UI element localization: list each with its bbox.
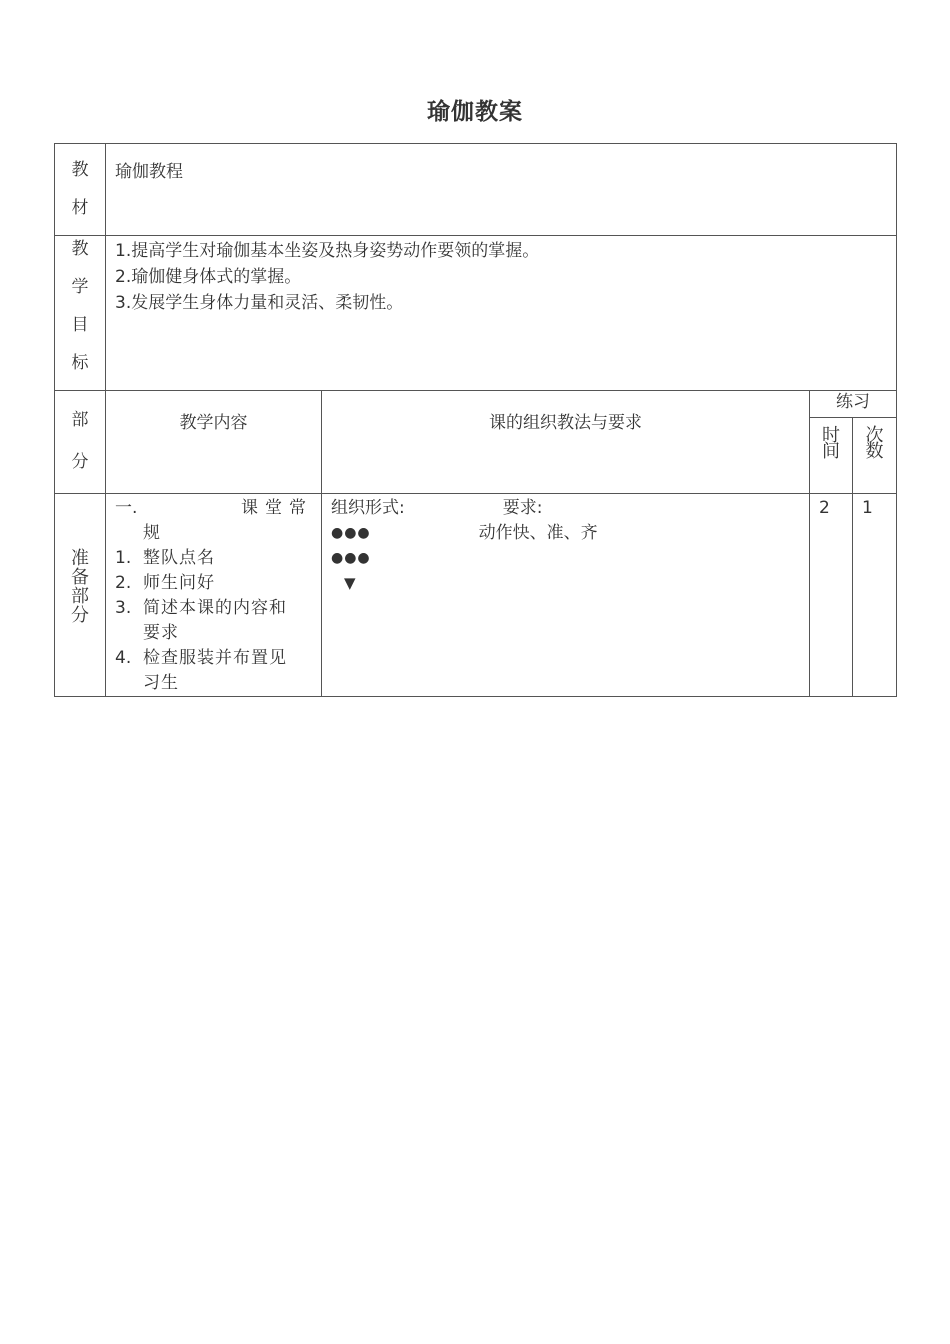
list-item: 3. 简述本课的内容和 [115,598,287,618]
time-header-cell [810,418,853,494]
time-header-char: 间 [822,441,840,463]
material-value: 瑜伽教程 [115,162,183,182]
material-label-char: 材 [71,198,89,218]
list-item-cont: 要求 [143,623,179,643]
objective-item: 2.瑜伽健身体式的掌握。 [115,267,302,287]
objectives-label-cell [55,236,106,391]
routine-title: 课堂常 [241,498,313,518]
objectives-value-cell [106,236,897,391]
content-header: 教学内容 [179,413,248,433]
objectives-row [55,236,897,391]
objective-item: 1.提高学生对瑜伽基本坐姿及热身姿势动作要领的掌握。 [115,241,540,261]
lesson-plan-table [54,143,897,697]
material-label-cell [55,144,106,236]
requirement-label: 要求: [502,498,543,518]
objectives-label-char: 教 [71,239,89,259]
list-item: 4. 检查服装并布置见 [115,648,287,668]
prep-label-char: 部 [71,586,89,607]
list-item: 2. 师生问好 [115,573,215,593]
prep-method-cell [322,494,810,697]
prep-count-cell [853,494,897,697]
practice-header-cell [810,391,897,418]
teacher-marker-icon: ▼ [344,574,356,592]
method-header-cell [322,391,810,494]
material-row [55,144,897,236]
objectives-label-char: 目 [71,315,89,335]
routine-heading [115,496,313,521]
formation-dots-row: ●●● [331,525,371,541]
objective-item: 3.发展学生身体力量和灵活、柔韧性。 [115,293,404,313]
content-header-cell [106,391,322,494]
routine-title-cont: 规 [143,523,160,543]
time-header-char: 时 [822,425,840,447]
requirement-text: 动作快、准、齐 [478,523,598,543]
prep-time-cell [810,494,853,697]
part-header-char: 分 [71,452,89,472]
prep-label-char: 准 [71,548,89,569]
objectives-label-char: 标 [71,353,89,373]
part-header-cell [55,391,106,494]
page-title: 瑜伽教案 [427,99,523,125]
prep-label-char: 备 [71,567,89,588]
count-header-char: 次 [865,425,884,447]
material-value-cell [106,144,897,236]
list-item: 1. 整队点名 [115,548,215,568]
list-item-cont: 习生 [143,673,179,693]
count-header-char: 数 [865,441,884,463]
prep-row [55,494,897,697]
prep-count: 1 [862,498,873,518]
prep-label-char: 分 [71,605,89,626]
routine-number: 一. [115,498,138,518]
prep-time: 2 [819,498,830,518]
method-header: 课的组织教法与要求 [489,413,642,433]
prep-label-cell [55,494,106,697]
objectives-label-char: 学 [71,277,89,297]
count-header-cell [853,418,897,494]
practice-header: 练习 [836,392,870,412]
prep-content-cell [106,494,322,697]
header-row [55,391,897,418]
part-header-char: 部 [71,410,89,430]
formation-dots-row: ●●● [331,550,371,566]
material-label-char: 教 [71,160,89,180]
org-form-label: 组织形式: [331,498,405,518]
